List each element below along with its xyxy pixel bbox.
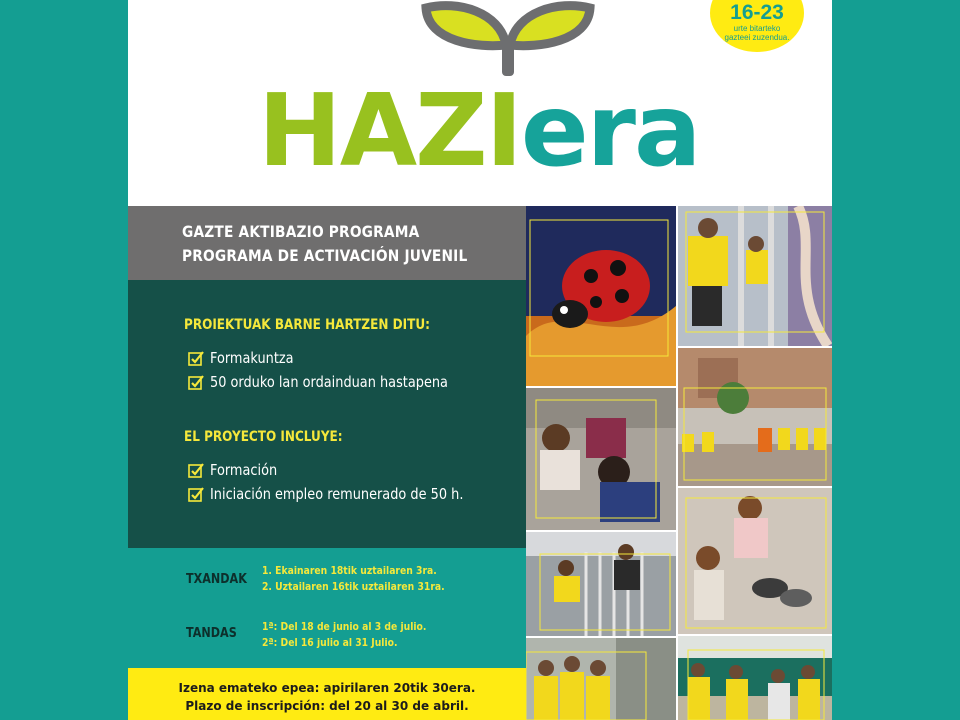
includes-es-item-label: Formación [210, 461, 278, 479]
registration-band [128, 668, 526, 720]
poster [128, 0, 832, 720]
program-band [128, 206, 526, 280]
logo-era: era [520, 72, 700, 189]
includes-eu-title: PROIEKTUAK BARNE HARTZEN DITU: [184, 317, 430, 333]
includes-es-item-label: Iniciación empleo remunerado de 50 h. [210, 485, 464, 503]
checkbox-checked-icon [188, 374, 204, 390]
hazi-era-logo [258, 72, 700, 189]
badge-text-line1: urte bitarteko [733, 24, 781, 33]
age-badge [710, 0, 804, 52]
program-title-es: PROGRAMA DE ACTIVACIÓN JUVENIL [182, 246, 468, 265]
txandak-line: 2. Uztailaren 16tik uztailaren 31ra. [262, 580, 445, 593]
badge-text [710, 24, 804, 42]
badge-text-line2: gazteei zuzendua. [724, 33, 790, 42]
photo-gardening [526, 388, 676, 530]
includes-eu-item [188, 372, 487, 392]
includes-eu-item [188, 348, 307, 368]
includes-band [128, 280, 526, 548]
badge-age: 16-23 [730, 1, 784, 24]
checkbox-checked-icon [188, 462, 204, 478]
tandas-line: 2ª: Del 16 julio al 31 Julio. [262, 636, 398, 649]
includes-es-title: EL PROYECTO INCLUYE: [184, 429, 343, 445]
txandak-line: 1. Ekainaren 18tik uztailaren 3ra. [262, 564, 437, 577]
program-title-eu: GAZTE AKTIBAZIO PROGRAMA [182, 222, 420, 241]
registration-eu: Izena emateko epea: apirilaren 20tik 30era. [178, 681, 476, 695]
shifts-band [128, 548, 526, 668]
photo-ladybug-mural [526, 206, 676, 386]
photo-painting-wall [678, 206, 832, 346]
checkbox-checked-icon [188, 486, 204, 502]
includes-eu-item-label: 50 orduko lan ordainduan hastapena [210, 373, 448, 391]
tandas-line: 1ª: Del 18 de junio al 3 de julio. [262, 620, 427, 633]
checkbox-checked-icon [188, 350, 204, 366]
photo-mixing-materials [678, 488, 832, 634]
includes-es-item [188, 484, 505, 504]
photo-fence-painting [526, 532, 676, 636]
logo-hazi: HAZI [258, 72, 521, 189]
includes-eu-item-label: Formakuntza [210, 349, 294, 367]
registration-es: Plazo de inscripción: del 20 al 30 de abril. [185, 699, 469, 713]
photo-group-standing [526, 638, 676, 720]
photo-outdoor-team [678, 636, 832, 720]
photo-group-seated [678, 348, 832, 486]
tandas-label: TANDAS [186, 626, 237, 641]
txandak-label: TXANDAK [186, 572, 247, 587]
includes-es-item [188, 460, 288, 480]
